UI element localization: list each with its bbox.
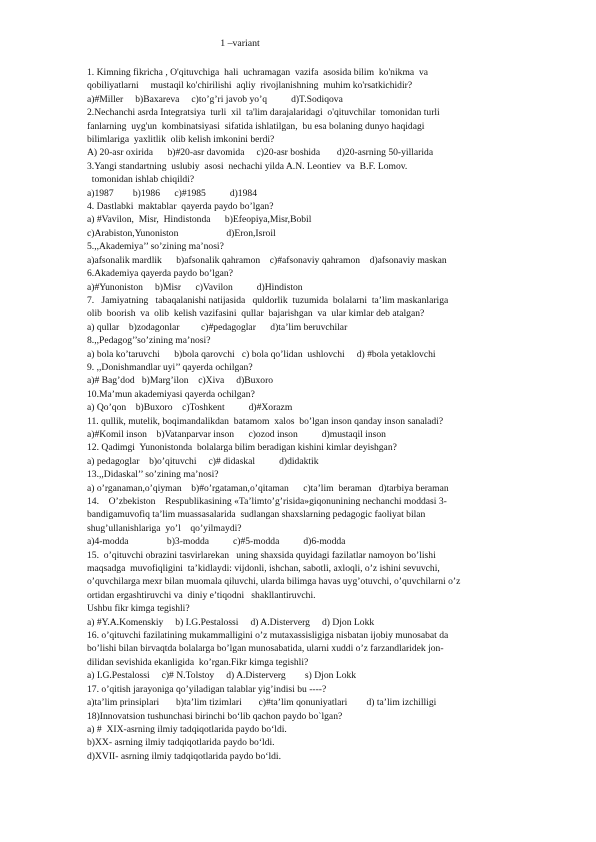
text-line: 5.,,Akademiya’’ so’zining ma’nosi? — [87, 241, 224, 253]
text-line: 16. o’qituvchi fazilatining mukammalligini o’z mutaxassisligiga nisbatan ijobiy munosabat da — [87, 630, 449, 642]
text-line: dilidan sevishida ekanligida ko’rgan.Fikr kimga tegishli? — [87, 656, 309, 668]
text-line: a) bola ko’taruvchi b)bola qarovchi c) bola qo’lidan ushlovchi d) #bola yetaklovchi — [87, 348, 436, 360]
text-line: a)# Bag’dod b)Marg’ilon c)Xiva d)Buxoro — [87, 375, 274, 387]
text-line: qobiliyatlarni mustaqil ko'chirilishi aqliy rivojlanishning muhim ko'rsatkichidir? — [87, 80, 413, 92]
text-line: 1. Kimning fikricha , O'qituvchiga hali uchramagan vazifa asosida bilim ko'nikma va — [87, 67, 429, 78]
text-line: a) #Vavilon, Misr, Hindistonda b)Efeopiya,Misr,Bobil — [87, 214, 312, 226]
text-line: 12. Qadimgi Yunonistonda bolalarga bilim beradigan kishini kimlar deyishgan? — [87, 442, 397, 454]
text-line: a) # XIX-asrning ilmiy tadqiqotlarida paydo bo‘ldi. — [87, 723, 287, 735]
text-line: d)XVII- asrning ilmiy tadqiqotlarida paydo bo‘ldi. — [87, 750, 281, 762]
text-line: 14. O’zbekiston Respublikasining «Ta’limto’g’risida»giqonunining nechanchi moddasi 3- — [87, 496, 447, 507]
text-line: 18)Innovatsion tushunchasi birinchi bo‘lib qachon paydo bo`lgan? — [87, 710, 343, 722]
text-line: a) o’rganaman,o’qiyman b)#o’rgataman,o’qitaman c)ta’lim beraman d)tarbiya beraman — [87, 482, 449, 494]
text-line: a)4-modda b)3-modda c)#5-modda d)6-modda — [87, 536, 346, 548]
text-line: 11. qullik, mutelik, boqimandalikdan batamom xalos bo’lgan inson qanday inson sanaladi? — [87, 415, 444, 427]
text-line: 13.,,Didaskal’’ so’zining ma’nosi? — [87, 469, 219, 481]
text-line: Ushbu fikr kimga tegishli? — [87, 603, 190, 615]
text-line: 4. Dastlabki maktablar qayerda paydo bo’lgan? — [87, 201, 274, 213]
text-line: 15. o’qituvchi obrazini tasvirlarekan uning shaxsida quyidagi fazilatlar namoyon bo’lishi — [87, 549, 436, 561]
text-line: A) 20-asr oxirida b)#20-asr davomida c)20-asr boshida d)20-asrning 50-yillarida — [87, 147, 434, 159]
text-line: a)afsonalik mardlik b)afsonalik qahramon c)#afsonaviy qahramon d)afsonaviy maskan — [87, 254, 447, 266]
text-line: 7. Jamiyatning tabaqalanishi natijasida quldorlik tuzumida bolalarni ta’lim maskanlariga — [87, 294, 449, 306]
text-line: maqsadga muvofiqligini ta’kidlaydi: vijdonli, ishchan, sabotli, axloqli, o’z ishini sevuvchi, — [87, 563, 440, 575]
text-line: ortidan ergashtiruvchi va diniy e’tiqodni shakllantiruvchi. — [87, 589, 316, 601]
text-line: 9. ,,Donishmandlar uyi’’ qayerda ochilgan? — [87, 361, 253, 373]
text-line: a)#Komil inson b)Vatanparvar inson c)ozod inson d)mustaqil inson — [87, 428, 386, 440]
text-line: 2.Nechanchi asrda Integratsiya turli xil ta'lim darajalaridagi o'qituvchilar tomonidan turli — [87, 107, 440, 119]
text-line: bandigamuvofiq ta’lim muassasalarida sudlangan shaxslarning pedagogic faoliyat bilan — [87, 509, 426, 521]
text-line: 17. o’qitish jarayoniga qo’yiladigan talablar yig’indisi bu ----? — [87, 683, 327, 695]
text-line: shug’ullanishlariga yo’l qo’yilmaydi? — [87, 522, 242, 534]
text-line: 6.Akademiya qayerda paydo bo’lgan? — [87, 268, 233, 280]
question-list — [87, 66, 557, 763]
text-line: a) Qo’qon b)Buxoro c)Toshkent d)#Xorazm — [87, 402, 293, 414]
text-line: a) pedagoglar b)o’qituvchi c)# didaskal d)didaktik — [87, 455, 319, 467]
text-line: b)XX- asrning ilmiy tadqiqotlarida paydo bo‘ldi. — [87, 737, 275, 749]
text-line: tomonidan ishlab chiqildi? — [87, 174, 195, 186]
text-line: a)ta’lim prinsiplari b)ta’lim tizimlari c)#ta’lim qonuniyatlari d) ta’lim izchilligi — [87, 697, 437, 709]
text-line: 10.Ma’mun akademiyasi qayerda ochilgan? — [87, 388, 255, 400]
text-line: a) #Y.A.Komenskiy b) I.G.Pestalossi d) A.Disterverg d) Djon Lokk — [87, 616, 375, 628]
text-line: a) I.G.Pestalossi c)# N.Tolstoy d) A.Disterverg s) Djon Lokk — [87, 670, 357, 682]
text-line: 3.Yangi standartning uslubiy asosi nechachi yilda A.N. Leontiev va B.F. Lomov. — [87, 160, 408, 172]
text-line: a)#Yunoniston b)Misr c)Vavilon d)Hindiston — [87, 281, 303, 293]
text-line: bo’lishi bilan birvaqtda bolalarga bo’lgan munosabatida, ularni xuddi o’z farzandlaridek jon- — [87, 643, 444, 655]
text-line: fanlarning uyg'un kombinatsiyasi sifatida ishlatilgan, bu esa bolaning dunyo haqidagi — [87, 120, 425, 132]
text-line: a)#Miller b)Baxareva c)to’g’ri javob yo’q d)T.Sodiqova — [87, 93, 343, 105]
variant-title: 1 –variant — [220, 38, 260, 49]
text-line: c)Arabiston,Yunoniston d)Eron,Isroil — [87, 227, 276, 239]
text-line: 8.,,Pedagog’’so’zining ma’nosi? — [87, 335, 211, 347]
text-line: bilimlariga yaxlitlik olib kelish imkonini berdi? — [87, 134, 275, 146]
text-line: a) qullar b)zodagonlar c)#pedagoglar d)ta’lim beruvchilar — [87, 321, 348, 333]
text-line: olib boorish va olib kelish vazifasini qullar bajarishgan va ular kimlar deb atalgan? — [87, 308, 425, 320]
text-line: o’quvchilarga mexr bilan muomala qiluvchi, ularda bilimga havas uyg’otuvchi, o’quvchilarni o’z — [87, 576, 461, 588]
text-line: a)1987 b)1986 c)#1985 d)1984 — [87, 187, 257, 199]
